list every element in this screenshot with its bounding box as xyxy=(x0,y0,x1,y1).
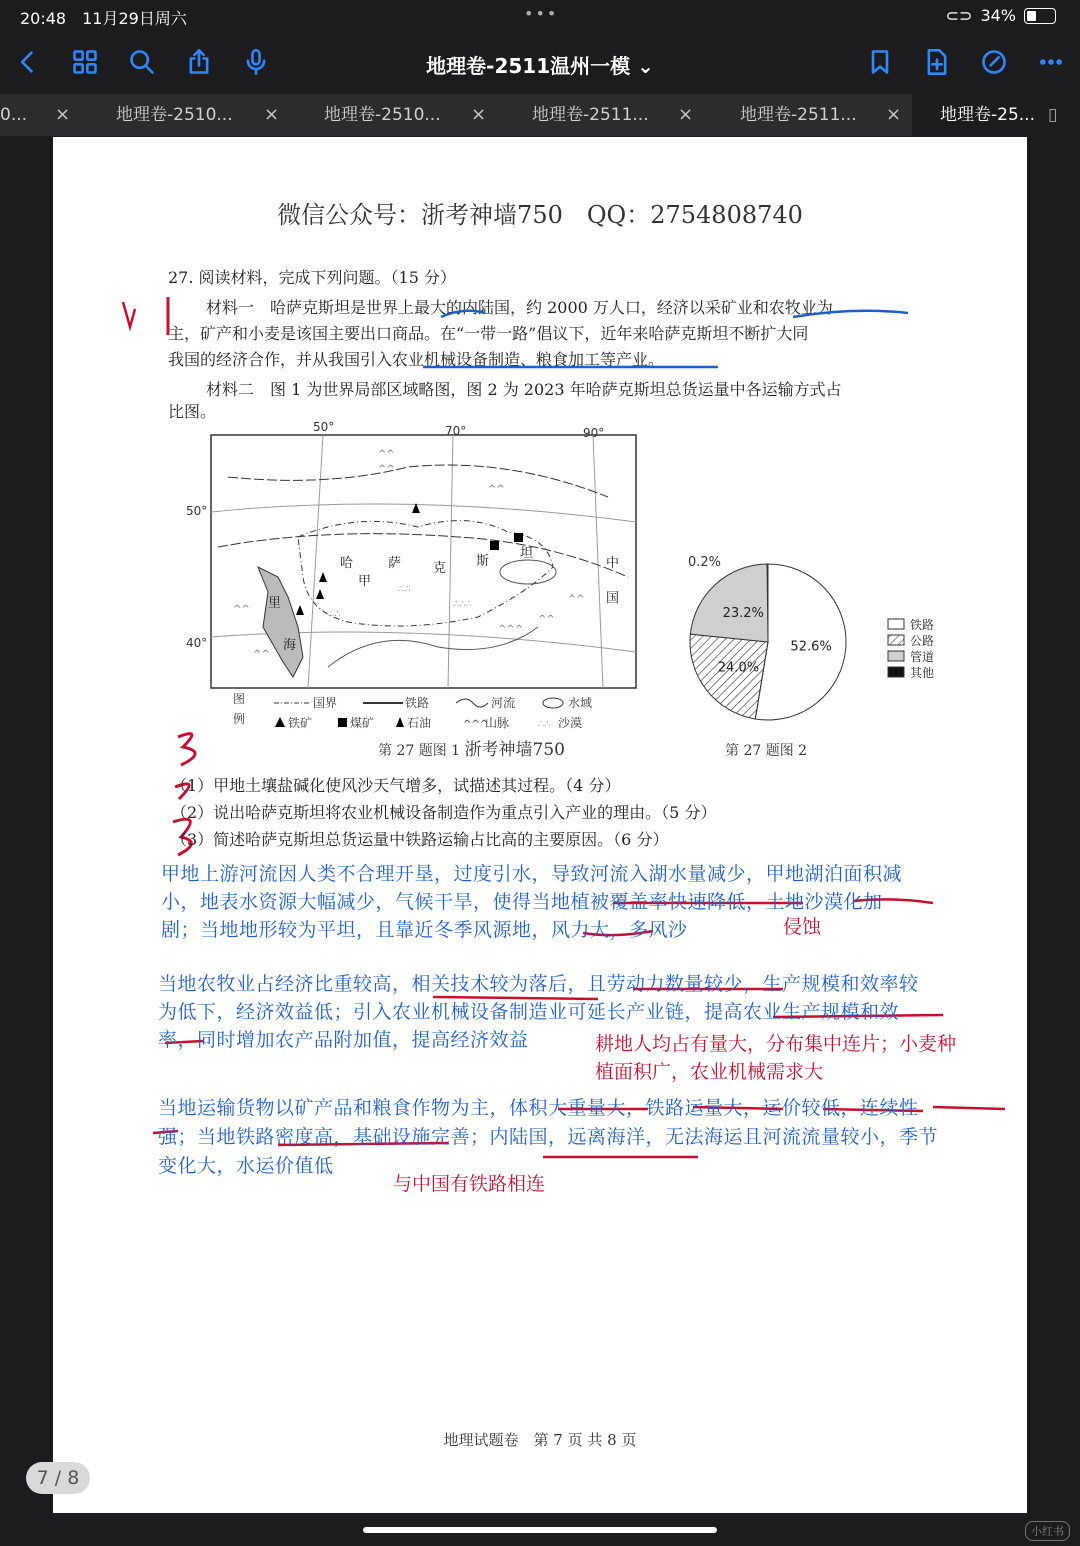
legend-item: 河流 xyxy=(491,696,516,710)
coal-symbol xyxy=(514,533,523,542)
corner-watermark: 小红书 xyxy=(1025,1521,1070,1541)
lat-label: 50° xyxy=(186,504,208,518)
close-tab-icon[interactable]: × xyxy=(264,104,280,125)
answer-3-line: 强；当地铁路密度高，基础设施完善；内陆国，远离海洋，无法海运且河流流量较小，季节 xyxy=(158,1127,939,1148)
multitask-dots[interactable]: ••• xyxy=(524,4,559,23)
document-page xyxy=(53,137,1027,1513)
question-title: 27. 阅读材料，完成下列问题。（15 分） xyxy=(168,268,456,287)
underline-stroke xyxy=(933,1107,1005,1109)
legend-mountain-swatch: ^^^ xyxy=(463,719,489,730)
answer-3-note: 与中国有铁路相连 xyxy=(393,1174,546,1195)
chevron-down-icon: ⌄ xyxy=(637,54,654,78)
pie-slice-highway xyxy=(690,634,768,719)
tab-1[interactable] xyxy=(62,94,280,136)
tab-label: 地理卷-2511... xyxy=(740,105,857,125)
tab-label: 地理卷-25... xyxy=(940,105,1035,125)
material-1-line: 主，矿产和小麦是该国主要出口商品。在“一带一路”倡议下，近年来哈萨克斯坦不断扩大同 xyxy=(168,324,809,343)
sub-question-1: （1）甲地土壤盐碱化使风沙天气增多，试描述其过程。（4 分） xyxy=(171,776,621,795)
legend-item: 山脉 xyxy=(485,716,510,730)
pie-legend xyxy=(888,617,934,680)
svg-text:^^: ^^ xyxy=(538,614,555,625)
map-place-label: 哈 xyxy=(340,556,354,571)
status-time-date: 20:48 11月29日周六 xyxy=(20,9,187,28)
answer-1-line: 剧；当地地形较为平坦，且靠近冬季风源地，风力大，多风沙 xyxy=(161,920,688,941)
svg-text:^^: ^^ xyxy=(568,594,585,605)
tab-label: 地理卷-2510... xyxy=(324,105,441,125)
legend-item: 国界 xyxy=(313,696,338,710)
pie-legend-label: 其他 xyxy=(910,666,935,680)
page-header: 微信公众号：浙考神墙750 QQ：2754808740 xyxy=(277,201,803,229)
coal-symbol xyxy=(490,541,499,550)
pie-value-label: 52.6% xyxy=(790,639,832,655)
pie-legend-label: 管道 xyxy=(910,650,935,664)
pie-legend-label: 公路 xyxy=(910,634,935,648)
sub-question-2: （2）说出哈萨克斯坦将农业机械设备制造作为重点引入产业的理由。（5 分） xyxy=(171,803,717,822)
svg-text:∴∴∴: ∴∴∴ xyxy=(453,599,473,610)
material-2-line: 材料二 图 1 为世界局部区域略图，图 2 为 2023 年哈萨克斯坦总货运量中各运输方式占 xyxy=(206,380,842,399)
legend-item: 铁矿 xyxy=(288,716,313,730)
svg-text:^^: ^^ xyxy=(488,484,505,495)
legend-item: 铁路 xyxy=(405,696,430,710)
map-place-label: 甲 xyxy=(358,574,372,589)
svg-text:^^: ^^ xyxy=(233,604,250,615)
legend-coal-swatch xyxy=(338,718,347,727)
bookmark-icon[interactable] xyxy=(862,44,898,80)
legend-head: 例 xyxy=(233,712,246,726)
markup-pen-icon[interactable] xyxy=(976,44,1012,80)
map-frame xyxy=(211,435,636,688)
document-title[interactable]: 地理卷-2511温州一模 ⌄ xyxy=(426,54,654,78)
legend-item: 沙漠 xyxy=(558,716,583,730)
region-map xyxy=(186,417,648,737)
pie-slices xyxy=(690,564,846,720)
legend-head: 图 xyxy=(233,692,246,706)
answer-2-line: 为低下，经济效益低；引入农业机械设备制造业可延长产业链，提高农业生产规模和效 xyxy=(158,1002,900,1023)
lat-label: 40° xyxy=(186,636,208,650)
ink-annotations xyxy=(53,137,1027,1513)
pie-caption: 第 27 题图 2 xyxy=(725,743,808,759)
legend-item: 水域 xyxy=(568,696,593,710)
answer-1-line: 小，地表水资源大幅减少，气候干旱，使得当地植被覆盖率快速降低，土地沙漠化加 xyxy=(161,892,883,913)
material-1-line: 材料一 哈萨克斯坦是世界上最大的内陆国，约 2000 万人口，经济以采矿业和农牧业为 xyxy=(206,298,833,317)
underline-stroke xyxy=(793,311,908,317)
pie-label-other: 0.2% xyxy=(688,555,722,570)
close-tab-icon[interactable]: × xyxy=(886,104,902,125)
score-mark xyxy=(178,734,195,765)
svg-text:∴∴: ∴∴ xyxy=(398,584,411,595)
pie-legend-swatch xyxy=(888,667,904,677)
answer-2-line: 率，同时增加农产品附加值，提高经济效益 xyxy=(158,1030,529,1051)
material-2-line: 比图。 xyxy=(168,402,217,421)
pie-legend-swatch xyxy=(888,635,904,645)
tab-label: 地理卷-2510... xyxy=(116,105,233,125)
add-page-icon[interactable] xyxy=(919,44,955,80)
material-1-line: 我国的经济合作，并从我国引入农业机械设备制造、粮食加工等产业。 xyxy=(168,350,665,369)
legend-water-swatch xyxy=(543,698,563,708)
transport-pie-chart xyxy=(678,542,968,742)
legend-iron-swatch xyxy=(275,717,285,727)
map-place-label: 萨 xyxy=(388,556,402,571)
close-tab-icon[interactable]: × xyxy=(55,104,71,125)
legend-item: 石油 xyxy=(407,716,432,730)
legend-desert-swatch: ∴∴ xyxy=(538,719,551,730)
tab-0[interactable] xyxy=(0,94,71,136)
tab-overview-icon[interactable]: ▯ xyxy=(1048,105,1058,125)
battery-fill xyxy=(1027,11,1036,21)
map-place-label: 国 xyxy=(606,591,620,606)
more-icon[interactable] xyxy=(1033,44,1069,80)
lon-label: 90° xyxy=(583,426,605,440)
svg-text:^^: ^^ xyxy=(378,464,395,475)
answer-1-note: 侵蚀 xyxy=(783,917,822,938)
lon-label: 50° xyxy=(313,420,335,434)
battery-percent: 34% xyxy=(980,6,1016,25)
page-footer: 地理试题卷 第 7 页 共 8 页 xyxy=(443,1431,637,1449)
svg-text:^^^: ^^^ xyxy=(498,624,524,635)
sub-question-3: （3）简述哈萨克斯坦总货运量中铁路运输占比高的主要原因。（6 分） xyxy=(171,830,669,849)
tab-bar xyxy=(0,94,1080,136)
toolbar xyxy=(0,32,1080,94)
legend-oil-swatch xyxy=(396,717,404,727)
tab-label: 0... xyxy=(0,105,28,125)
answer-2-note: 耕地人均占有量大，分布集中连片；小麦种 xyxy=(595,1034,957,1055)
battery-icon xyxy=(1024,8,1056,24)
tab-2[interactable] xyxy=(270,94,487,136)
svg-text:∴∴: ∴∴ xyxy=(328,609,341,620)
pie-legend-swatch xyxy=(888,619,904,629)
answer-3-line: 变化大，水运价值低 xyxy=(158,1156,334,1177)
home-indicator[interactable] xyxy=(363,1527,717,1533)
map-place-label: 里 xyxy=(268,596,282,611)
close-tab-icon[interactable]: × xyxy=(471,104,487,125)
tab-4[interactable] xyxy=(686,94,902,136)
map-place-label: 海 xyxy=(283,638,297,653)
map-place-label: 中 xyxy=(606,556,620,571)
lon-label: 70° xyxy=(445,424,467,438)
map-place-label: 斯 xyxy=(476,554,490,569)
answer-3-line: 当地运输货物以矿产品和粮食作物为主，体积大重量大，铁路运量大，运价较低，连续性 xyxy=(158,1098,919,1119)
svg-text:^^: ^^ xyxy=(378,449,395,460)
map-place-label: 坦 xyxy=(520,546,534,561)
pie-value-label: 23.2% xyxy=(722,606,764,622)
svg-text:^^: ^^ xyxy=(253,649,270,660)
tab-label: 地理卷-2511... xyxy=(532,105,649,125)
pie-legend-swatch xyxy=(888,651,904,661)
tab-3[interactable] xyxy=(478,94,694,136)
map-place-label: 克 xyxy=(433,561,447,576)
pie-slice-pipeline xyxy=(690,564,768,642)
page-indicator[interactable]: 7 / 8 xyxy=(26,1462,90,1494)
link-icon: ⊂⊃ xyxy=(945,6,973,25)
pie-value-label: 24.0% xyxy=(717,660,760,676)
check-mark xyxy=(123,302,135,327)
legend-item: 煤矿 xyxy=(350,716,375,730)
underline-stroke xyxy=(441,311,485,317)
pie-legend-label: 铁路 xyxy=(910,618,935,632)
map-caption: 第 27 题图 1 浙考神墙750 xyxy=(378,740,565,760)
answer-2-line: 当地农牧业占经济比重较高，相关技术较为落后，且劳动力数量较少，生产规模和效率较 xyxy=(158,974,919,995)
status-bar xyxy=(0,0,1080,32)
answer-2-note: 植面积广，农业机械需求大 xyxy=(595,1062,824,1083)
close-tab-icon[interactable]: × xyxy=(678,104,694,125)
legend-river-swatch xyxy=(456,699,488,707)
tab-5-active[interactable] xyxy=(912,94,1080,136)
answer-1-line: 甲地上游河流因人类不合理开垦，过度引水，导致河流入湖水量减少，甲地湖泊面积减 xyxy=(161,864,903,885)
